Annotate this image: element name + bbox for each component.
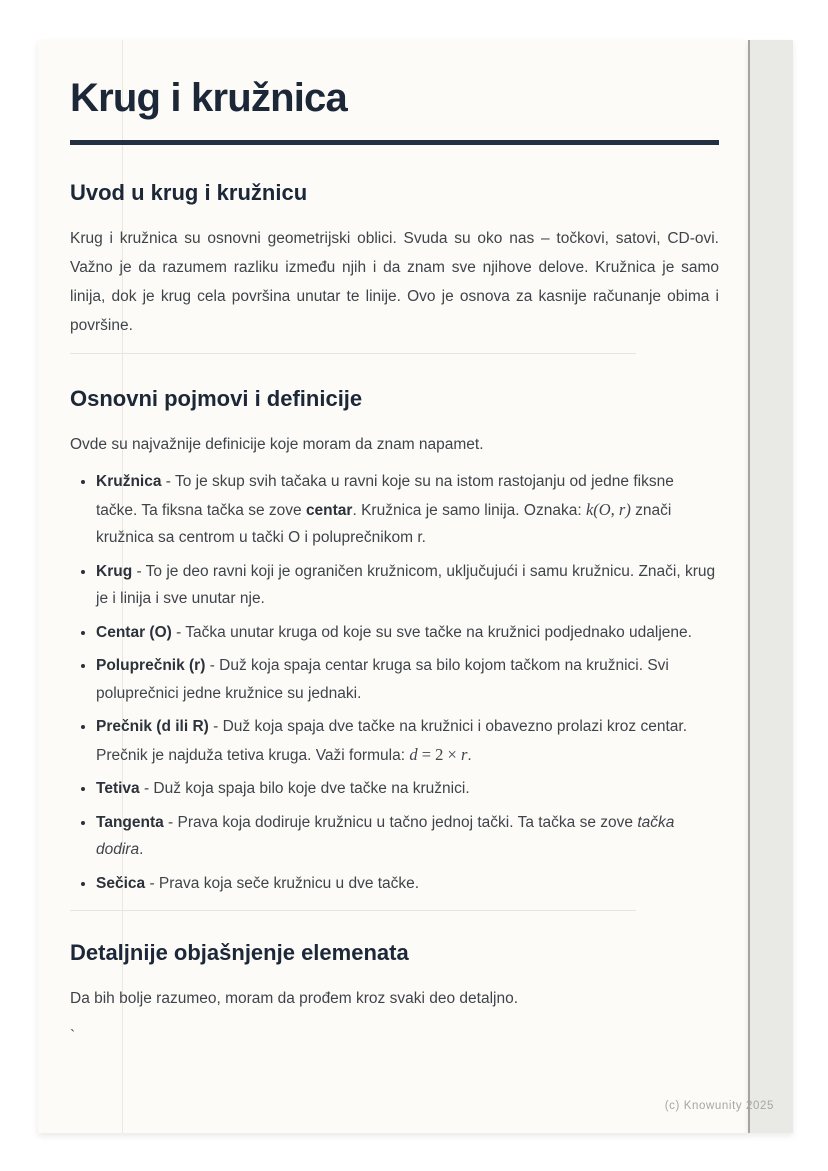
intro-paragraph: Krug i kružnica su osnovni geometrijski oblici. Svuda su oko nas – točkovi, satovi, CD-ovi. Važno je da razumem razliku između njih i da znam sve njihove delove. Kružnica je samo linija, dok je krug cela površina unutar te linije. Ovo je osnova za kasnije računanje obima i površine. xyxy=(70,230,719,334)
section-divider xyxy=(70,910,636,911)
section-divider xyxy=(70,353,636,354)
page-edge-strip xyxy=(748,40,793,1133)
title-rule xyxy=(70,140,719,145)
document-page xyxy=(38,40,748,1133)
definition-item: • Sečica - Prava koja seče kružnicu u dve tačke. xyxy=(96,870,719,898)
copyright-watermark: (c) Knowunity 2025 xyxy=(664,1100,774,1112)
section-heading-details: Detaljnije objašnjenje elemenata xyxy=(70,940,409,965)
definitions-list xyxy=(70,468,719,897)
details-paragraph: Da bih bolje razumeo, moram da prođem kroz svaki deo detaljno. xyxy=(70,990,519,1007)
section-heading-intro: Uvod u krug i kružnicu xyxy=(70,180,308,205)
definition-item: • Poluprečnik (r) - Duž koja spaja centar kruga sa bilo kojom tačkom na kružnici. Svi poluprečnici jedne kružnice su jednaki. xyxy=(96,652,719,707)
document-content xyxy=(38,40,748,1050)
definition-item: • Prečnik (d ili R) - Duž koja spaja dve tačke na kružnici i obavezno prolazi kroz centar. Prečnik je najduža tetiva kruga. Važi formula: d = 2 × r. xyxy=(96,713,719,769)
section-heading-definitions: Osnovni pojmovi i definicije xyxy=(70,386,363,411)
definition-item: • Tangenta - Prava koja dodiruje kružnicu u tačno jednoj tački. Ta tačka se zove tačka dodira. xyxy=(96,809,719,864)
definition-item: • Kružnica - To je skup svih tačaka u ravni koje su na istom rastojanju od jedne fiksne tačke. Ta fiksna tačka se zove centar. Kružnica je samo linija. Oznaka: k(O, r) znači kružnica sa centrom u tački O i poluprečnikom r. xyxy=(96,468,719,552)
definition-item: • Tetiva - Duž koja spaja bilo koje dve tačke na kružnici. xyxy=(96,775,719,803)
stray-character: ` xyxy=(70,1028,76,1045)
definitions-paragraph: Ovde su najvažnije definicije koje moram da znam napamet. xyxy=(70,436,484,453)
definition-item: • Centar (O) - Tačka unutar kruga od koje su sve tačke na kružnici podjednako udaljene. xyxy=(96,619,719,647)
definition-item: • Krug - To je deo ravni koji je ograničen kružnicom, uključujući i samu kružnicu. Znači, krug je i linija i sve unutar nje. xyxy=(96,558,719,613)
document-title: Krug i kružnica xyxy=(70,76,347,120)
